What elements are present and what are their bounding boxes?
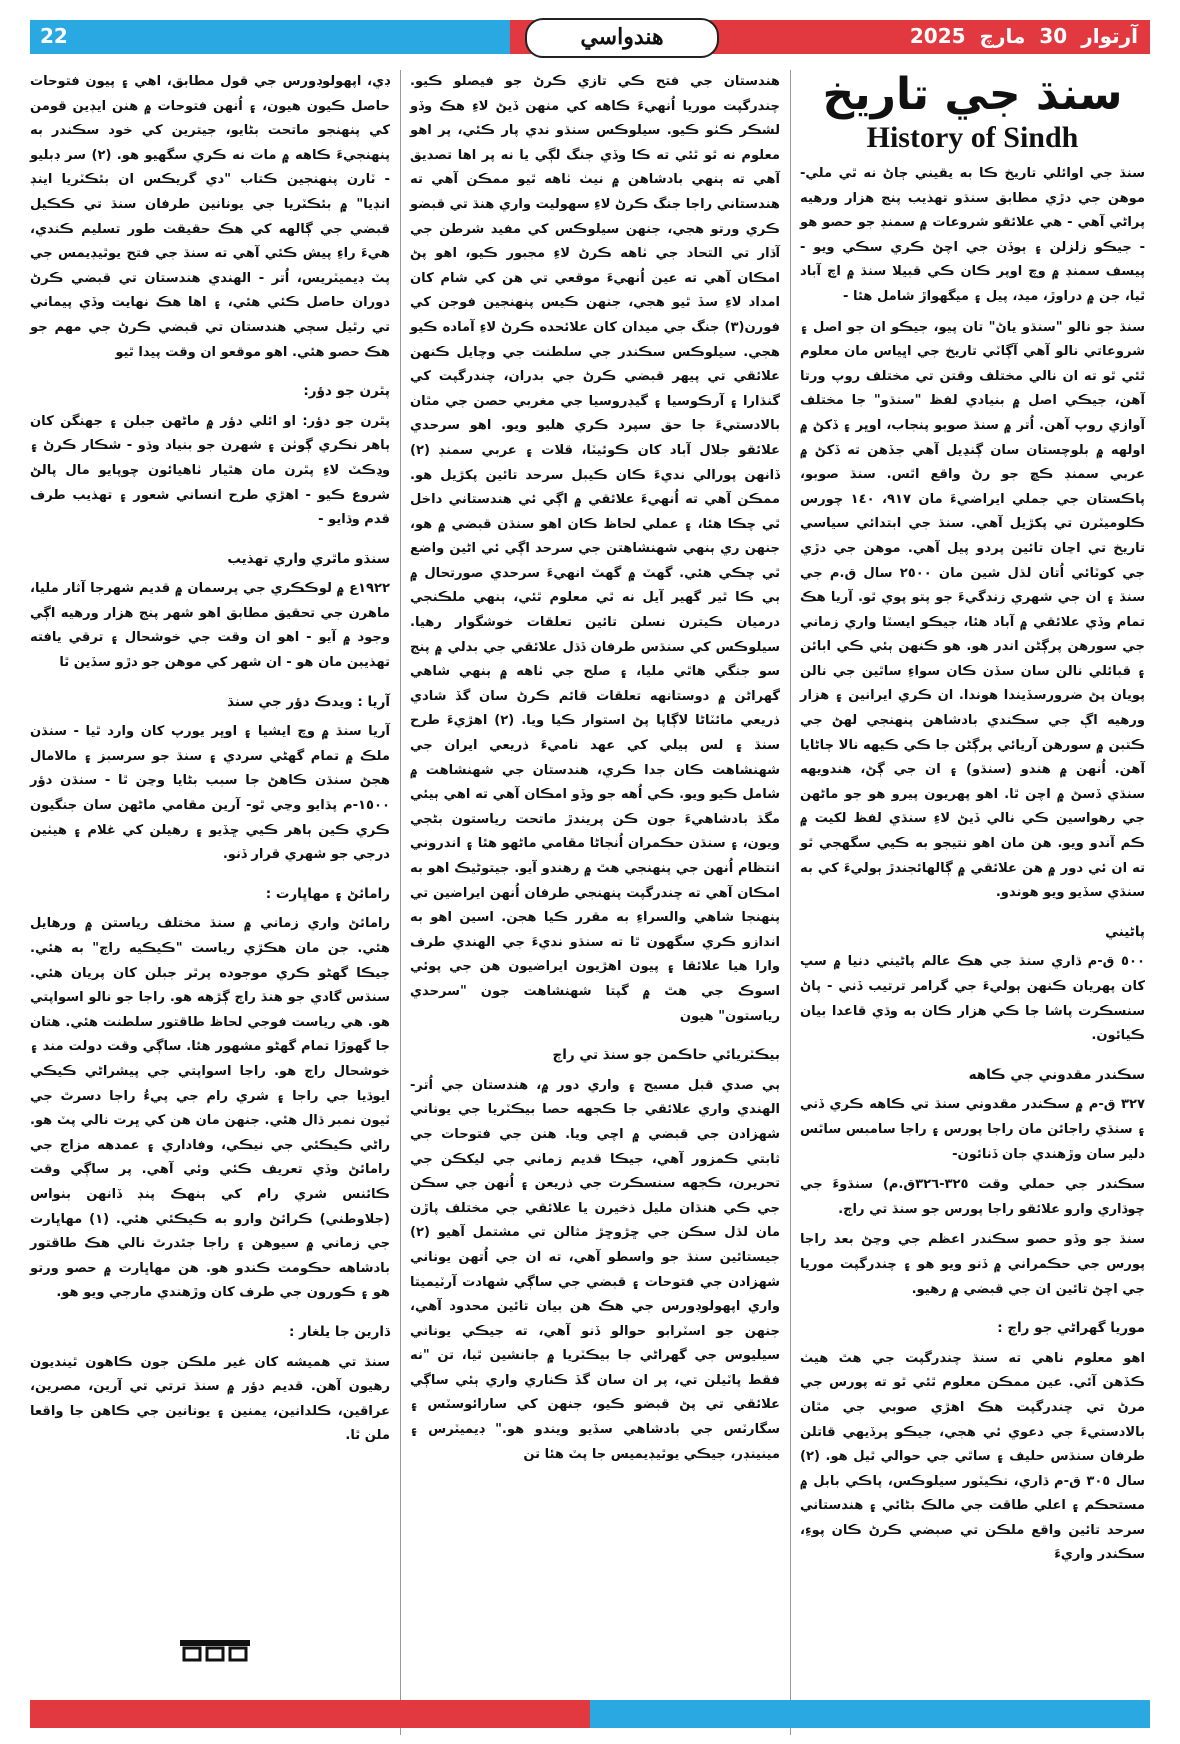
paragraph: آريا سنڌ ۾ وچ ايشيا ۽ اوڀر يورپ کان وارد ٿيا - سنڌن ملڪ ۾ تمام گهڻي سردي ۽ سنڌ جو سرسبز ۽ مالامال هجڻ سنڌن ڪاهڻ جا سبب بڻايا وڃن ٿا - سنڌن دؤر ١٥٠٠-م پڌايو وڃي ٿو- آرين مقامي ماڻهن سان جنگيون ڪري ڪين ٻاهر ڪيي ڇڏيو ۽ رهيلن کي غلام ۽ هيٺين درجي جو شهري قرار ڏنو. [30,724,390,863]
section-heading: رامائڻ ۽ مهاڀارت : [265,885,390,902]
paragraph: هندستان جي فتح ڪي تازي ڪرڻ جو فيصلو ڪيو. چندرگپت موريا اُنهيءَ ڪاهه کي منهن ڏيڻ لاءِ هڪ وڏو لشڪر ڪٺو ڪيو. سيلوڪس سنڌو ندي پار ڪئي، پر اهو معلوم نه ٿو ٿئي ته ڪا وڏي جنگ لڳي يا نه پر اها تصديق آهي ته ٻنهي بادشاهن ۾ نيٺ ٺاهه ٿيو ممڪن آهي ته هندستاني راجا جنگ ڪرڻ لاءِ سهوليت واري هنڌ تي قبضو ڪري ورتو هجي، جنهن سيلوڪس کي مفيد شرطن جي آڌار تي التحاد جي ٺاهه ڪرڻ لاءِ مجبور ڪيو، اهو پڻ امڪان آهي ته عين اُنهيءَ موقعي تي هن کي شام کان امداد لاءِ سڏ ٿيو هجي، جنهن ڪيس پنهنجين فوجن کي فورن(٣) جنگ جي ميدان کان علائحده ڪرڻ لاءِ آماده ڪيو هجي. سيلوڪس سڪندر جي سلطنت جي وچايل ڪنهن علائقي تي پيهر قبضي ڪرڻ جي بدران، چندرگپت کي گنڌارا ۽ آرڪوسيا ۽ گيڊروسيا جي مغربي حصن جي مٿان بالادستيءَ جا حق سپرد ڪري هليو ويو. اهو سرحدي علائقو جلال آباد کان ڪوئيٽا، قلات ۽ عربي سمنڊ (٢) ڏانهن پورالي نديءَ ڪان ڪيبل سرحد تائين پکڙيل هو. ممڪن آهي ته اُنهيءَ علائقي ۾ اڳي ئي هندستاني داخل ٿي چڪا هئا، ۽ عملي لحاظ ڪان اهو سنڌن قبضي ۾ هو، جنهن ري ٻنهي شهنشاهتن جي سرحد اڳي ئي اڻين واضع ٿي چڪي هئي. گهٽ ۾ گهٽ انهيءَ سرحدي صورتحال ۾ ٻي ڪا ٿير گهير آيل نه ٿي معلوم ٿئي، ٻنهي ملڪنجي درميان ڪيترن نسلن تائين تعلقات خوشگوار رهيا. سيلوڪس کي سنڌس طرفان ڏڌل علائقي جي بدلي ۾ پنج سو جنگي هاٿي مليا، ۽ صلح جي ٺاهه ۾ ٻنهي شاهي گهراڻن ۾ دوستانهه تعلقات قائم ڪرڻ سان گڏ شادي ذريعي مائٽاڻا لاڳاپا پڻ استوار ڪيا ويا. (٢) اهڙيءَ طرح سنڌ ۽ لس ٻيلي کي عهد ناميءَ ذريعي ايران جي شهنشاهت ڪان جدا ڪري، هندستان جي شهنشاهت ۾ شامل ڪيو ويو. ڪي اُهه جو وڏو امڪان آهي ته اهي ٻيئي مگڌ بادشاهيءَ جون ڪن پريندڙ ماتحت رياستون بڻجي ويون، ۽ سنڌن حڪمران اُنجاڻا مقامي ماڻهو هئا ۽ اندروني انتظام اُنهن جي پنهنجي هٿ ۾ رهندو آيو. جيتوڻيڪ اهو به امڪان آهي ته چندرگپت پنهنجي طرفان اُنهن ايراضين تي پنهنجا شاهي والسراءِ به مقرر ڪيا هجن. اسين اهو به اندازو ڪري سگهون ٿا ته سنڌو نديءَ جي الهندي طرف وارا هيا علائقا ۽ پيون اهڙيون ايراضيون هن جي پوئي اسوڪ جي هٿ ۾ گپتا شهنشاهت جون "سرحدي رياستون" هيون [410,74,780,1024]
section-heading: پٿرن جو دؤر: [303,383,390,400]
paragraph: ٻي صدي قبل مسيح ۽ واري دور ۾، هندستان جي اُتر-الهندي واري علائقي جا ڪجهه حصا بيڪٽريا جي يوناني شهزادن جي قبضي ۾ اچي ويا. هنن جي فتوحات جي ثابتي ڪمزور آهي، جيڪا قديم زماني جي ليکڪن جي تحريرن، ڪجهه سنسڪرت جي ذريعن ۽ اُنهن جي سڪن جي ڪي هنڌان مليل ذخيرن يا علائقي جي مختلف پاڙن مان لڌل سڪن جي ڇڙوڇڙ مثالن تي مشتمل آهيو (٢) جيستائين سنڌ جو واسطو آهي، ته ان جي اُتهن يوناني شهزادن جي فتوحات ۽ قبضي جي ساڳي شهادت آرٽيميتا واري اپهولوڊورس جي هڪ هن بيان تائين محدود آهي، جنهن جو اسٽرابو حوالو ڏنو آهي، ته جيڪي يوناني سيليوس جي گهراڻي جا بيڪٽريا ۾ جانشين ٿيا، تن "نه فقط پاٽيلن تي، پر ان سان گڏ ڪناري واري ٻئي ساڳي علائقي تي پڻ قبضو ڪيو، جنهن کي سارائوسٽس ۽ سگارٽس جي بادشاهي سڏيو ويندو هو." ڊيميٽرس ۽ مينينڊر، جيڪي يوٿيڊيميس جا پٽ هئا تن [410,1077,780,1462]
paragraph: ڊي، اپهولوڊورس جي قول مطابق، اهي ۽ پيون فتوحات حاصل ڪيون هيون، ۽ اُنهن فتوحات ۾ هنن ايڊين قومن کي پنهنجو ماتحت بڻايو، جيترين کي خود سڪندر به پنهنجيءَ ڪاهه ۾ مات نه ڪري سگهيو هو. (٢) سر ڊبليو - ٽارن پنهنجين ڪتاب "دي گريڪس ان بئڪٽريا اينڊ انڊيا" ۾ بئڪٽريا جي يونانين طرفان سنڌ تي ڪڪيل قبضي جي ڳالهه کي هڪ حقيقت طور تسليم ڪندي، هيءَ راءِ پيش ڪئي آهي ته سنڌ جي فتح يوٿيڊيمس جي پٽ ڊيميٽريس، اُتر - الهندي هندستان تي قبضي ڪرڻ دوران حاصل ڪئي هئي، ۽ اها هڪ نهايت وڏي پيماني تي رٿيل سڄي هندستان تي قبضي ڪرڻ جي مهم جو هڪ حصو هئي. اهو موقعو ان وقت پيدا ٿيو [30,74,390,360]
paragraph: ١٩٢٢ع ۾ لوڪڪري جي پرسمان ۾ قديم شهرجا آثار مليا، ماهرن جي تحقيق مطابق اهو شهر پنج هزار ورهيه اڳي وجود ۾ آيو - اهو ان وقت جي خوشحال ۽ ترقي يافته تهذيبن مان هو - ان شهر کي موهن جو دڙو سڏين ٿا [30,581,390,671]
paragraph: ٥٠٠ ق-م ڌاري سنڌ جي هڪ عالم پاڻيني دنيا ۾ سڀ کان پهريان ڪنهن ٻوليءَ جي گرامر ترتيب ڏني - پاڻ سنسڪرت پاشا جا ڪي هزار ڪان به وڌي قاعدا بيان ڪيائون. [800,954,1145,1044]
section-heading: سنڌو ماٿري واري تهذيب [227,550,390,567]
date-number: 30 [1039,24,1068,48]
paragraph: سنڌ جو نالو "سنڌو ياڻ" تان پيو، جيڪو ان جو اصل ۽ شروعاتي نالو آهي آڳاٽي تاريخ جي اڀياس مان معلوم ٿئي ٿو ته ان نالي مختلف وقتن تي مختلف روپ ورتا آهن، جيڪي اصل ۾ بنيادي لفظ "سنڌو" جا مختلف آوازي روپ آهن. اُتر ۾ سنڌ صوبو پنجاب، اوڀر ۽ ڏکڻ ۾ اولهه ۾ بلوچستان سان ڳنڍيل آهي جڏهن ته ڏکڻ ۾ عربي سمنڊ ڪڇ جو رڻ واقع اٿس. سنڌ صوبو، پاڪستان جي جملي ايراضيءَ مان ٩١٧، ١٤٠ چورس ڪلوميٽرن تي پکڙيل آهي. سنڌ جي ابتدائي سياسي تاريخ تي اڃان تائين پردو پيل آهي. موهن جي دڙي جي کوٽائي اُتان لڌل شين مان ٢٥٠٠ سال ق.م جي سنڌ ۽ ان جي شهري زندگيءَ جو پتو پوي ٿو. آريا هڪ تمام وڏي علائقي ۾ آباد هئا، جيڪو ايسٽا واري زماني جي سورهن پرڳڻن اندر هو. هو ڪنهن ٻئي ڪي ابائن ۽ قبائلي نالن سان سڏن ڪان سواءِ ساٿين جي نالن پويان پڻ ضرورسڏيندا هوندا. ان ڪري ايرانين ۽ هزار ورهيه اڳ جي سڪندي بادشاهن پنهنجي لهڻ جي ڪتبن ۾ سورهن آريائي پرڳڻن جا ڪي ڪيهه نالا ڄاڻايا آهن. اُنهن ۾ هندو (سنڌو) ۽ ان جي ڳڻ، هندويهه سنڌي ڏسڻ ۾ اچن ٿا. اهو پهريون پيرو هو جو ماڻهن جي رهواسين ڪي نالي ڏيڻ لاءِ سنڌي لفظ لکيت ۾ ڪم آندو ويو. هن مان اهو نتيجو به ڪيي سگهجي ٿو ته ان ئي دور ۾ هن علائقي ۾ ڳالهائجندڙ ٻوليءَ کي به سنڌي سڏيو ويو هوندو. [800,319,1145,901]
date-month: مارچ [979,24,1026,48]
paragraph: پٿرن جو دؤر: او ائلي دؤر ۾ ماڻهن جبلن ۽ جهنگن کان ٻاهر نڪري ڳوٺن ۽ شهرن جو بنياد وڌو - شڪار ڪرڻ ۽ وڍڪٽ لاءِ پٿرن مان هٿيار ٺاهيائون چوپايو مال پالڻ شروع ڪيو - اهڙي طرح انساني شعور ۽ تهذيب طرف قدم وڌايو - [30,413,390,528]
section-heading: موريا گهراڻي جو راڄ : [997,1320,1145,1337]
date-day: آرتوار [1081,24,1138,48]
header-blue-band [30,20,510,54]
column-middle [410,70,780,1473]
masthead-logo: هندواسي [525,18,719,58]
paragraph: سنڌ جي اوائلي تاريخ ڪا به يقيني ڄاڻ نه ٿي ملي- موهن جي دڙي مطابق سنڌو تهذيب پنج هزار ورهيه پراڻي آهي - هي علائقو شروعات ۾ سمنڊ جو حصو هو - جيڪو زلزلن ۽ ٻوڏن جي اچڻ ڪري سڪي ويو - پيسف سمنڊ ۾ وچ اوپر ڪان ڪي قبيلا سنڌ ۾ اچ آباد ٿيا، جن ۾ دراوڙ، ميد، پيل ۽ ميگهواڙ شامل هئا - [800,166,1145,304]
column-divider [790,70,791,1735]
footer-red-band [30,1700,590,1728]
column-divider [400,70,401,1735]
column-right [800,70,1145,1574]
section-heading: آريا : ويدڪ دؤر جي سنڌ [227,693,390,710]
paragraph: ٣٢٧ ق-م ۾ سڪندر مقدوني سنڌ تي ڪاهه ڪري ڏني ۽ سنڌي راجائن مان راجا پورس ۽ راجا سامبس ساٿس دلير سان وڙهندي جان ڏنائون- [800,1097,1145,1162]
title-english: History of Sindh [866,121,1079,154]
section-heading: ڌارين جا يلغار : [289,1323,390,1340]
paragraph: اهو معلوم ناهي ته سنڌ چندرگپت جي هٿ هيٺ ڪڏهن آئي. عين ممڪن معلوم ٿئي ٿو ته پورس جي مرڻ تي چندرگپت هڪ اهڙي صوبي جي مٿان بالادستيءَ جي دعوي ئي هجي، جيڪو پرڏيهي قاتلن طرفان سنڌس حليف ۽ ساٿي جي حوالي ٿيل هو. (٢) سال ٣٠٥ ق-م ڌاري، نڪيٽور سيلوڪس، پاڪي بابل ۾ مستحڪم ۽ اعلي طاقت جي مالڪ بڻائي ۽ هندستاني سرحد تائين واقع ملڪن تي صبضي ڪرڻ ڪان پوءِ، سڪندر واريءَ [800,1350,1146,1563]
paragraph: سنڌ تي هميشه کان غير ملڪن جون ڪاهون ٿينديون رهيون آهن. قديم دؤر ۾ سنڌ ترتي تي آرين، مصرين، عراقين، ڪلدانين، يمنين ۽ يونانين جي ڪاهن جا واقعا ملن ٿا. [30,1354,390,1444]
paragraph: سنڌ جو وڏو حصو سڪندر اعظم جي وڃڻ بعد راجا پورس جي حڪمراني ۾ ڏنو ويو هو ۽ چندرگپت موريا جي اچڻ تائين ان جي قبضي ۾ رهيو. [800,1232,1145,1297]
section-heading: سڪندر مقدوني جي ڪاهه [968,1066,1145,1083]
column-left [30,70,390,1455]
header-bar [30,20,1150,54]
title-sindhi: سنڌ جي تاريخ [822,69,1123,120]
page-number: 22 [40,24,68,48]
date-year: 2025 [909,24,966,48]
end-ornament-icon [180,1640,250,1662]
paragraph: رامائڻ واري زماني ۾ سنڌ مختلف رياستن ۾ ورهايل هئي. جن مان هڪڙي رياست "ڪيڪيه راڄ" به هئي. جيڪا گهڻو ڪري موجوده پرٿر جبلن کان پريان هئي. سنڌس گادي جو هنڌ راڄ ڳڙهه هو. راجا جو نالو اسواپتي هو. هي رياست فوجي لحاظ طاقتور سلطنت هئي. هتان جا گهوڙا تمام گهڻو مشهور هئا. ساڳي وقت دولت مند ۽ خوشحال راڄ هو. راجا اسواپتي جي پيشراڻي ڪيڪي ايوڌيا جي راجا ۽ شري رام جي پيءُ راجا دسرٿ جي ٽيون نمبر ڌال هئي. جنهن مان هن کي ڀرت نالي پٽ هو. راڻي ڪيڪئي جي نيڪي، وفاداري ۽ عمدهه مزاج جي رامائڻ وڏي تعريف ڪئي وئي آهي. پر ساڳي وقت ڪائنس شري رام کي ٻنهڪ پنڊ ڏانهن بنواس (جلاوطني) ڪرائڻ وارو به ڪيڪئي هئي. (١) مهاڀارت جي زماني ۾ سيوهن ۽ راجا جئدرٿ نالي هڪ طاقتور بادشاهه حڪومت ڪندو هو. هن مهاڀارت ۾ حصو ورتو هو ۽ ڪورون جي طرف کان وڙهندي مارجي ويو هو. [30,916,390,1301]
paragraph: سڪندر جي حملي وقت ٣٢٥-٣٢٦ق.م) سنڌوءَ جي چوڌاري وارو علائقو راجا پورس جو سنڌ تي راڄ. [800,1177,1145,1217]
footer-bar [30,1700,1150,1728]
section-heading: بيڪٽريائي حاڪمن جو سنڌ تي راڄ [552,1047,780,1064]
section-heading: پاڻيني [1105,923,1145,940]
footer-blue-band [590,1700,1150,1728]
issue-date [896,24,1138,48]
